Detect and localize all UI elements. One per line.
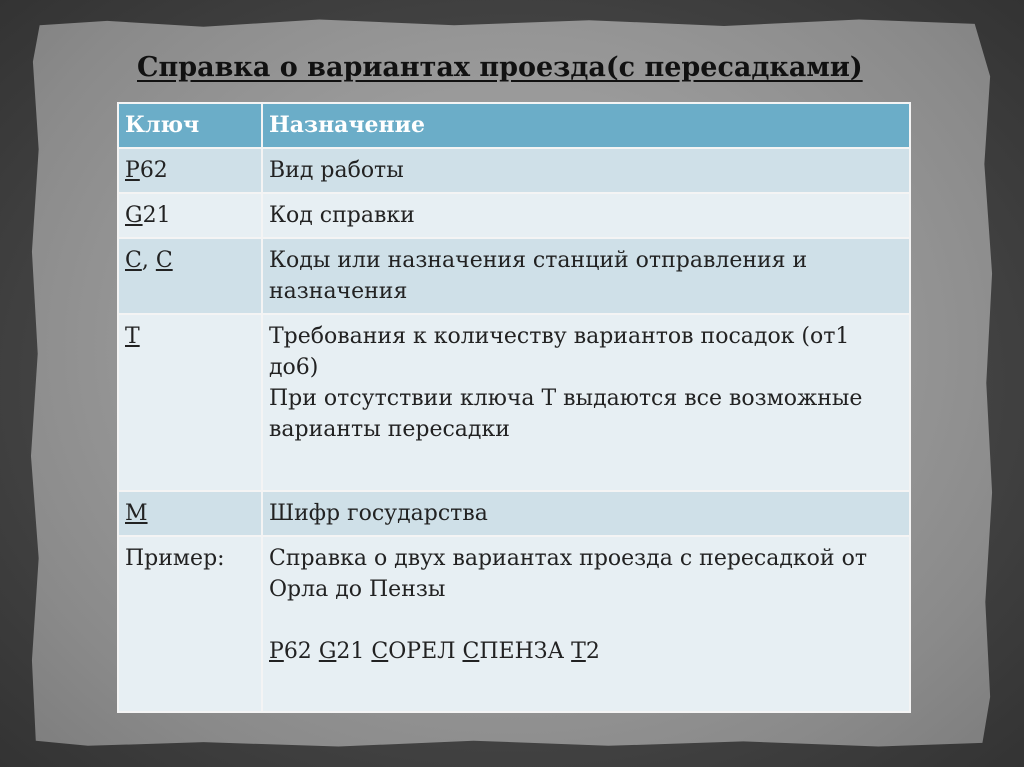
table-header-row [118, 103, 910, 148]
key-suffix: 62 [139, 158, 168, 183]
table-row [118, 148, 910, 193]
purpose-cell: Код справки [262, 193, 910, 238]
example-key-value: 2 [585, 639, 600, 664]
example-key-letter: С [462, 639, 480, 664]
key-cell [118, 238, 262, 314]
table-row [118, 314, 910, 491]
key-letter: Т [125, 324, 140, 349]
table-row [118, 491, 910, 536]
column-header-purpose: Назначение [262, 103, 910, 148]
purpose-cell: Коды или назначения станций отправления и назначения [262, 238, 910, 314]
table-row [118, 238, 910, 314]
example-key-value: 62 [283, 639, 319, 664]
key-cell [118, 491, 262, 536]
reference-table [117, 102, 911, 713]
page-title: Справка о вариантах проезда(с пересадками) [137, 52, 863, 83]
example-description: Справка о двух вариантах проезда с пересадкой от Орла до Пензы [269, 546, 867, 602]
key-separator: , [141, 248, 156, 273]
example-key-letter: G [318, 639, 337, 664]
purpose-cell [262, 536, 910, 712]
key-letter: С [125, 248, 142, 273]
column-header-key: Ключ [118, 103, 262, 148]
key-cell [118, 314, 262, 491]
example-key-value: 21 [336, 639, 372, 664]
key-cell: Пример: [118, 536, 262, 712]
key-letter: G [125, 203, 143, 228]
example-key-letter: Т [571, 639, 586, 664]
example-key-value: ОРЕЛ [388, 639, 463, 664]
key-letter: Р [125, 158, 140, 183]
table-row [118, 536, 910, 712]
example-key-letter: С [371, 639, 389, 664]
key-letter: С [155, 248, 173, 273]
key-cell [118, 193, 262, 238]
example-key-letter: Р [269, 639, 284, 664]
table-row [118, 193, 910, 238]
purpose-line: Требования к количеству вариантов посадок (от1 до6) [269, 324, 850, 380]
key-suffix: 21 [142, 203, 171, 228]
purpose-cell [262, 314, 910, 491]
key-cell [118, 148, 262, 193]
purpose-cell: Вид работы [262, 148, 910, 193]
purpose-line: При отсутствии ключа Т выдаются все возможные варианты пересадки [269, 386, 863, 442]
key-letter: М [125, 501, 148, 526]
example-key-value: ПЕНЗА [479, 639, 572, 664]
example-query [269, 636, 901, 667]
purpose-cell: Шифр государства [262, 491, 910, 536]
spacer [269, 605, 901, 636]
